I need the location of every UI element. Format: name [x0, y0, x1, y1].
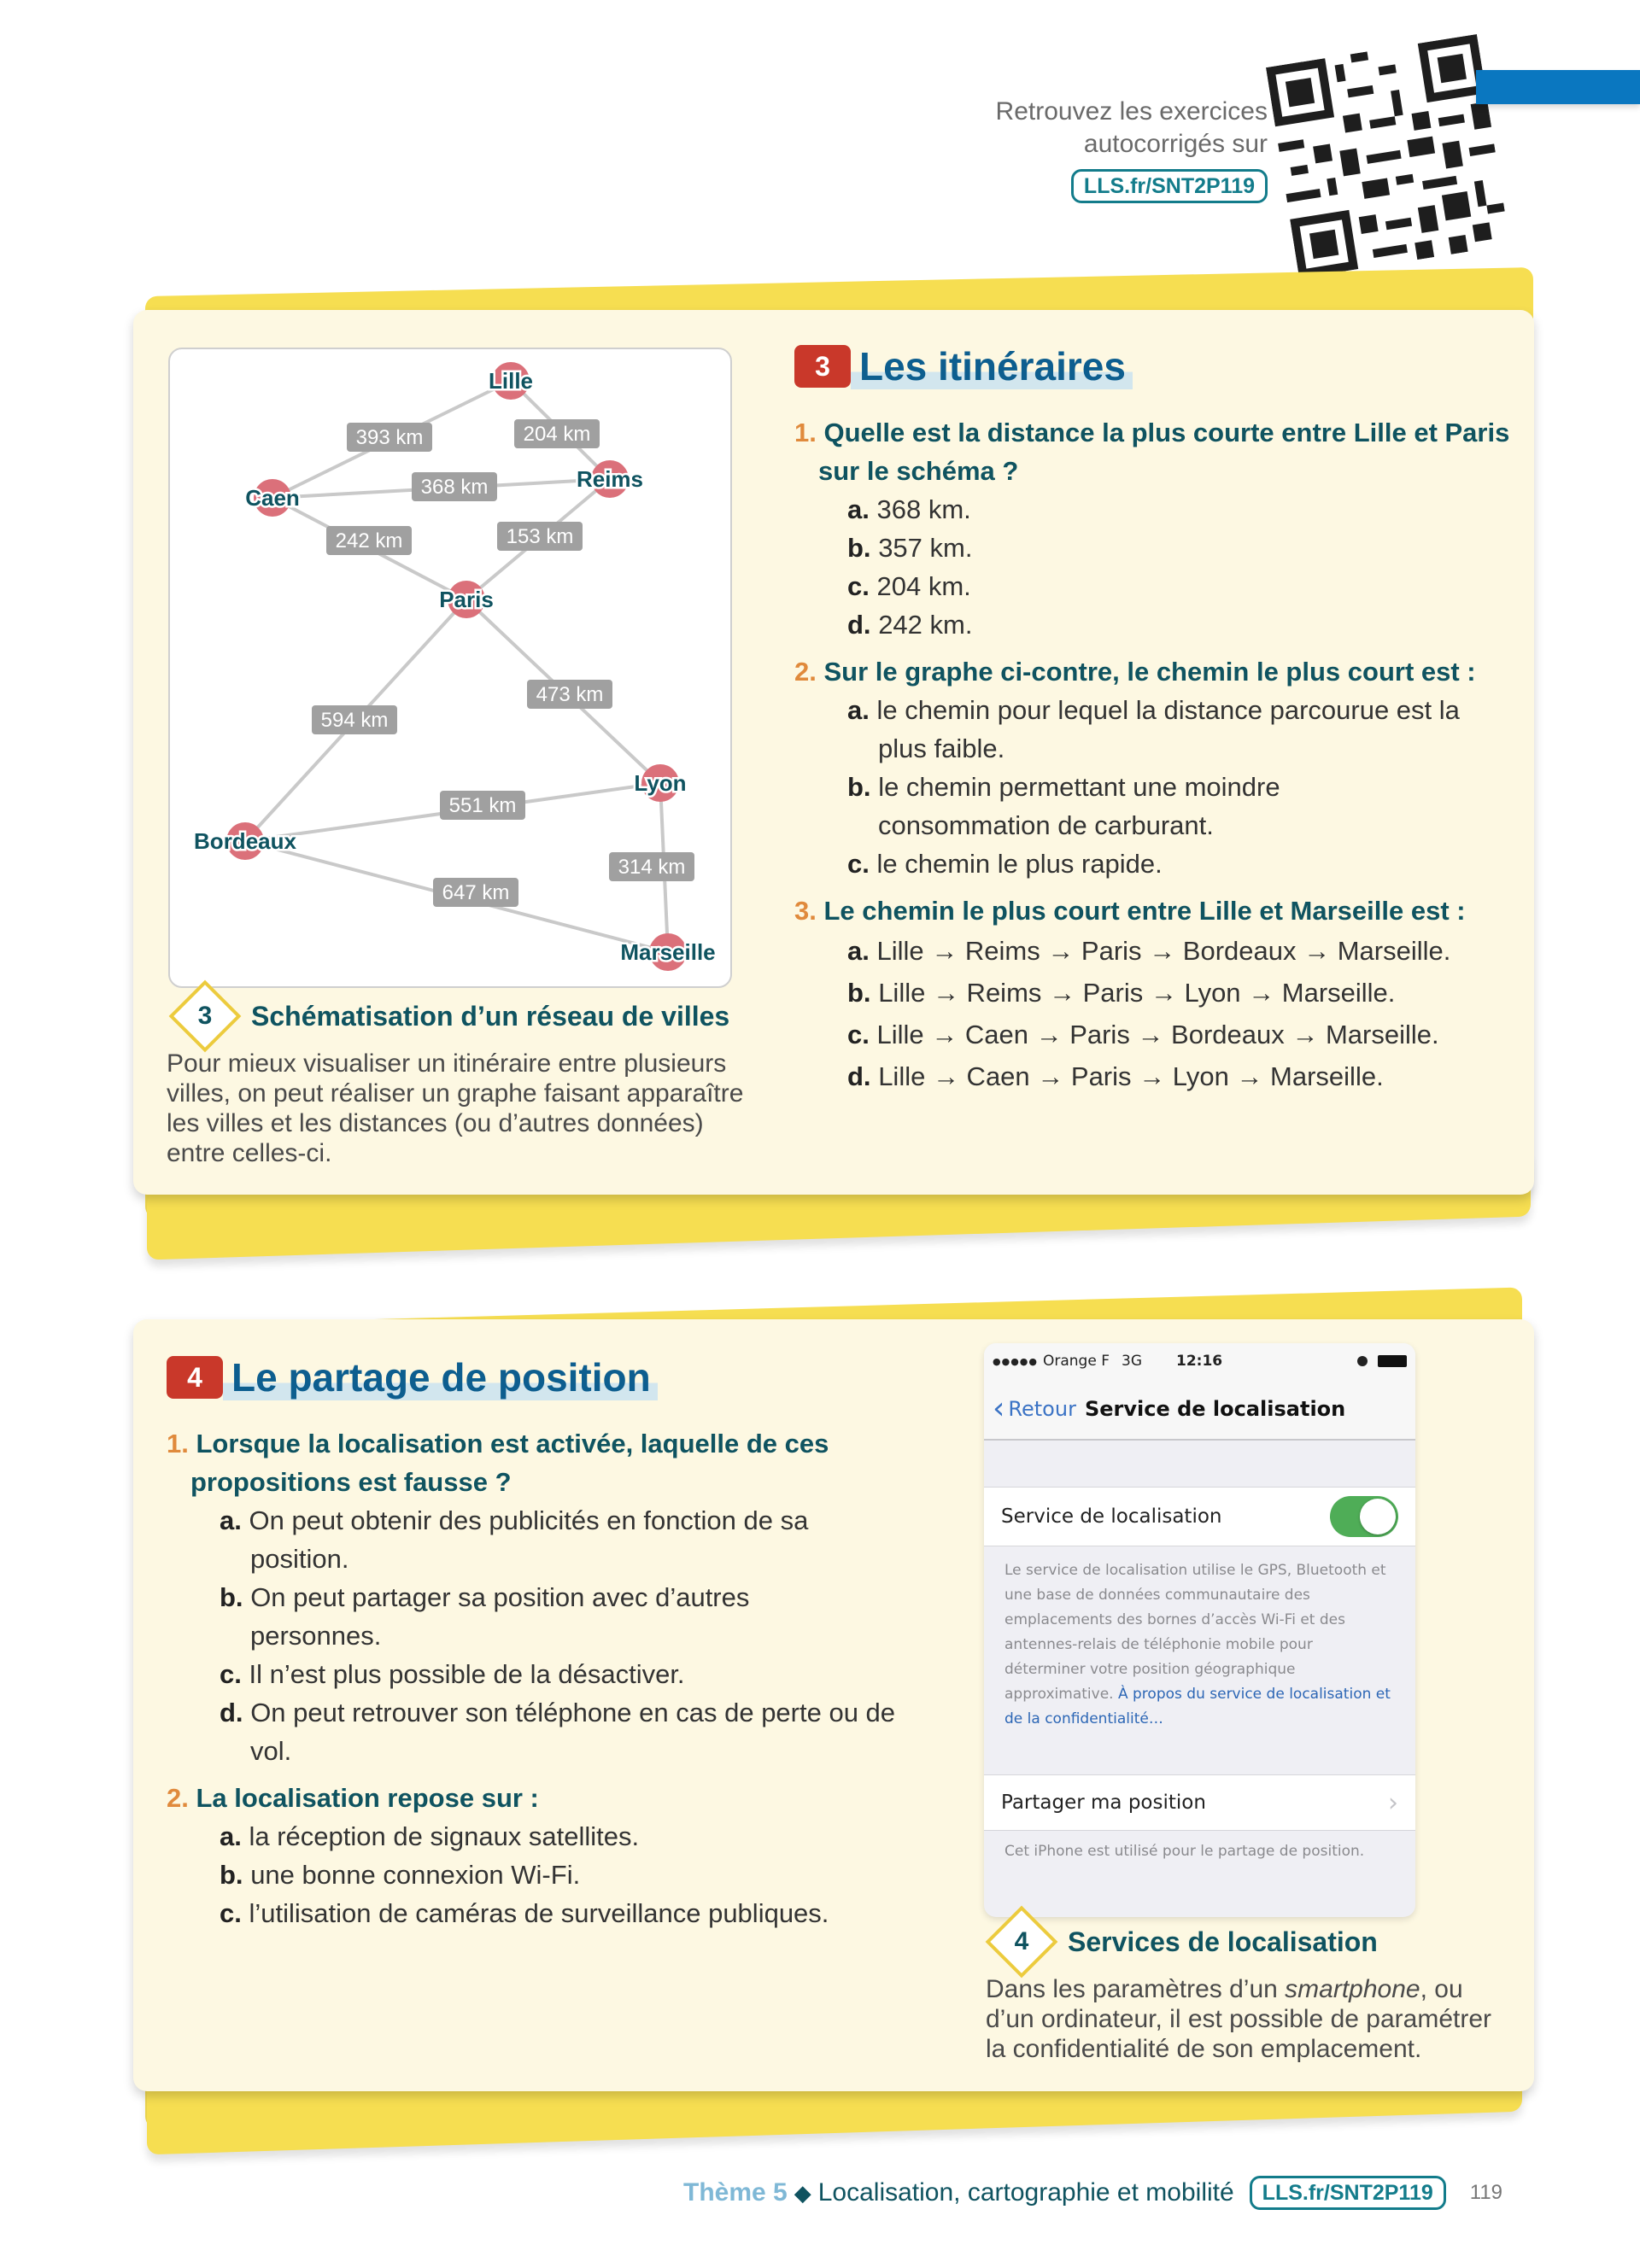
- exercise-3-questions: [794, 413, 1520, 1097]
- option[interactable]: c. le chemin le plus rapide.: [847, 849, 1163, 879]
- option[interactable]: b. 357 km.: [847, 533, 973, 563]
- share-position-row[interactable]: [984, 1774, 1415, 1831]
- node-label: Bordeaux: [194, 828, 296, 854]
- signal-icon: ●●●●●: [993, 1355, 1038, 1367]
- node-label: Lyon: [634, 770, 687, 796]
- chevron-right-icon: ›: [1388, 1787, 1398, 1818]
- option[interactable]: a. le chemin pour lequel la distance parcourue est la plus faible.: [847, 695, 1460, 763]
- alarm-icon: [1357, 1356, 1368, 1366]
- location-service-row: [984, 1487, 1415, 1546]
- exercise-number: 4: [167, 1356, 223, 1399]
- option[interactable]: d. Lille → Caen → Paris → Lyon → Marseille.: [847, 1061, 1384, 1091]
- city-network-graph: [168, 348, 732, 988]
- question: 3. Le chemin le plus court entre Lille et Marseille est : a. Lille → Reims → Paris → Bordeaux → Marseille. b. Lille → Reims → Paris → Lyon → Marseille. c. Lille → Caen → Paris → Bordeaux → Marseille. d. Lille → Caen → Paris → Lyon → Marseille.: [794, 891, 1520, 1097]
- exercise-number: 3: [794, 345, 851, 388]
- exercise-title: Les itinéraires: [851, 343, 1133, 389]
- node-label: Reims: [576, 466, 644, 492]
- page-number: 119: [1469, 2181, 1503, 2204]
- edge-label: 242 km: [335, 529, 403, 552]
- qr-code-icon[interactable]: [1266, 34, 1510, 278]
- doc-number: 3: [197, 1002, 213, 1030]
- toggle-label: Service de localisation: [1001, 1505, 1222, 1528]
- option[interactable]: b. le chemin permettant une moindre consommation de carburant.: [847, 772, 1280, 840]
- option[interactable]: d. 242 km.: [847, 610, 973, 640]
- page-accent-bar: [1476, 70, 1640, 104]
- theme-title: Localisation, cartographie et mobilité: [817, 2178, 1234, 2207]
- back-button[interactable]: ‹ Retour: [993, 1391, 1076, 1426]
- edge-label: 594 km: [320, 709, 389, 732]
- lls-link[interactable]: LLS.fr/SNT2P119: [1071, 169, 1268, 203]
- edge-label: 393 km: [355, 426, 424, 449]
- doc-title: Schématisation d’un réseau de villes: [251, 1000, 730, 1032]
- exercise-title: Le partage de position: [223, 1354, 658, 1400]
- question: 2. Sur le graphe ci-contre, le chemin le plus court est : a. le chemin pour lequel la distance parcourue est la plus faible. b. le chemin permettant une moindre consommation de carburant. c. le chemin le plus rapide.: [794, 652, 1520, 883]
- location-description: Le service de localisation utilise le GPS, Bluetooth et une base de données communautaire des emplacements des bornes d’accès Wi-Fi et des antennes-relais de téléphonie mobile pour déterminer votre position géographique approximative. À propos du service de localisation et de la confidentialité…: [1004, 1562, 1391, 1727]
- page-footer: [683, 2176, 1502, 2210]
- edge-label: 368 km: [420, 476, 489, 499]
- doc-3-text: Pour mieux visualiser un itinéraire entre plusieurs villes, on peut réaliser un graphe faisant apparaître les villes et les distances (ou d’autres données) entre celles-ci.: [167, 1049, 744, 1167]
- network: 3G: [1122, 1353, 1142, 1370]
- doc-4-caption: [986, 1906, 1378, 1978]
- phone-screenshot: [984, 1343, 1415, 1917]
- option[interactable]: b. Lille → Reims → Paris → Lyon → Marseille.: [847, 978, 1396, 1008]
- nav-bar: [984, 1379, 1415, 1441]
- option[interactable]: c. Lille → Caen → Paris → Bordeaux → Marseille.: [847, 1020, 1439, 1049]
- footer-lls-link[interactable]: LLS.fr/SNT2P119: [1250, 2176, 1446, 2210]
- node-label: Lille: [488, 368, 534, 394]
- diamond-separator-icon: ◆: [794, 2179, 811, 2206]
- exercise-4-heading: [167, 1354, 658, 1400]
- node-label: Caen: [245, 485, 300, 511]
- battery-icon: [1378, 1355, 1407, 1367]
- share-footer: Cet iPhone est utilisé pour le partage de position.: [1004, 1843, 1365, 1860]
- status-bar: [984, 1343, 1415, 1379]
- option[interactable]: a. Lille → Reims → Paris → Bordeaux → Marseille.: [847, 936, 1451, 966]
- theme-label: Thème 5: [683, 2178, 788, 2207]
- graph-svg: [170, 349, 734, 990]
- promo-block: [996, 96, 1268, 203]
- carrier: Orange F: [1043, 1353, 1110, 1370]
- promo-line-1: Retrouvez les exercices: [995, 97, 1268, 126]
- clock: 12:16: [1176, 1353, 1223, 1370]
- promo-line-2: autocorrigés sur: [1083, 130, 1268, 158]
- exercise-3-heading: [794, 343, 1133, 389]
- question: 1. Quelle est la distance la plus courte entre Lille et Paris sur le schéma ? a. 368 km. b. 357 km. c. 204 km. d. 242 km.: [794, 413, 1520, 644]
- edge-label: 647 km: [442, 881, 510, 904]
- option[interactable]: c. Il n’est plus possible de la désactiver.: [220, 1659, 685, 1689]
- share-label: Partager ma position: [1001, 1792, 1206, 1814]
- nav-title: Service de localisation: [1084, 1397, 1346, 1421]
- edge-label: 153 km: [506, 525, 574, 548]
- edge-label: 204 km: [523, 423, 591, 446]
- option[interactable]: a. la réception de signaux satellites.: [220, 1821, 640, 1851]
- doc-3-caption: [169, 980, 729, 1052]
- question: 2. La localisation repose sur : a. la réception de signaux satellites. b. une bonne connexion Wi-Fi. c. l’utilisation de caméras de surveillance publiques.: [167, 1779, 935, 1932]
- option[interactable]: c. l’utilisation de caméras de surveillance publiques.: [220, 1898, 829, 1928]
- location-toggle[interactable]: [1330, 1496, 1398, 1537]
- doc-title: Services de localisation: [1068, 1926, 1378, 1957]
- option[interactable]: a. On peut obtenir des publicités en fonction de sa position.: [220, 1505, 809, 1574]
- doc-number: 4: [1014, 1927, 1029, 1955]
- option[interactable]: c. 204 km.: [847, 571, 971, 601]
- node-label: Paris: [439, 587, 494, 612]
- exercise-4-questions: [167, 1424, 935, 1932]
- node-label: Marseille: [620, 939, 716, 965]
- option[interactable]: a. 368 km.: [847, 494, 971, 524]
- edge-label: 551 km: [448, 794, 517, 817]
- edge-label: 314 km: [618, 856, 686, 879]
- doc-4-text: Dans les paramètres d’un smartphone, ou d’un ordinateur, il est possible de paramétrer la confidentialité de son emplacement.: [986, 1975, 1492, 2063]
- option[interactable]: b. On peut partager sa position avec d’autres personnes.: [220, 1582, 750, 1651]
- question: 1. Lorsque la localisation est activée, laquelle de ces propositions est fausse ? a. On peut obtenir des publicités en fonction de sa position. b. On peut partager sa position avec d’autres personnes. c. Il n’est plus possible de la désactiver. d. On peut retrouver son téléphone en cas de perte ou de vol.: [167, 1424, 935, 1770]
- option[interactable]: b. une bonne connexion Wi-Fi.: [220, 1860, 581, 1890]
- chevron-left-icon: ‹: [993, 1391, 1005, 1426]
- option[interactable]: d. On peut retrouver son téléphone en cas de perte ou de vol.: [220, 1698, 896, 1766]
- edge-label: 473 km: [536, 683, 604, 706]
- privacy-link[interactable]: À propos du service de localisation et de la confidentialité…: [1004, 1686, 1391, 1727]
